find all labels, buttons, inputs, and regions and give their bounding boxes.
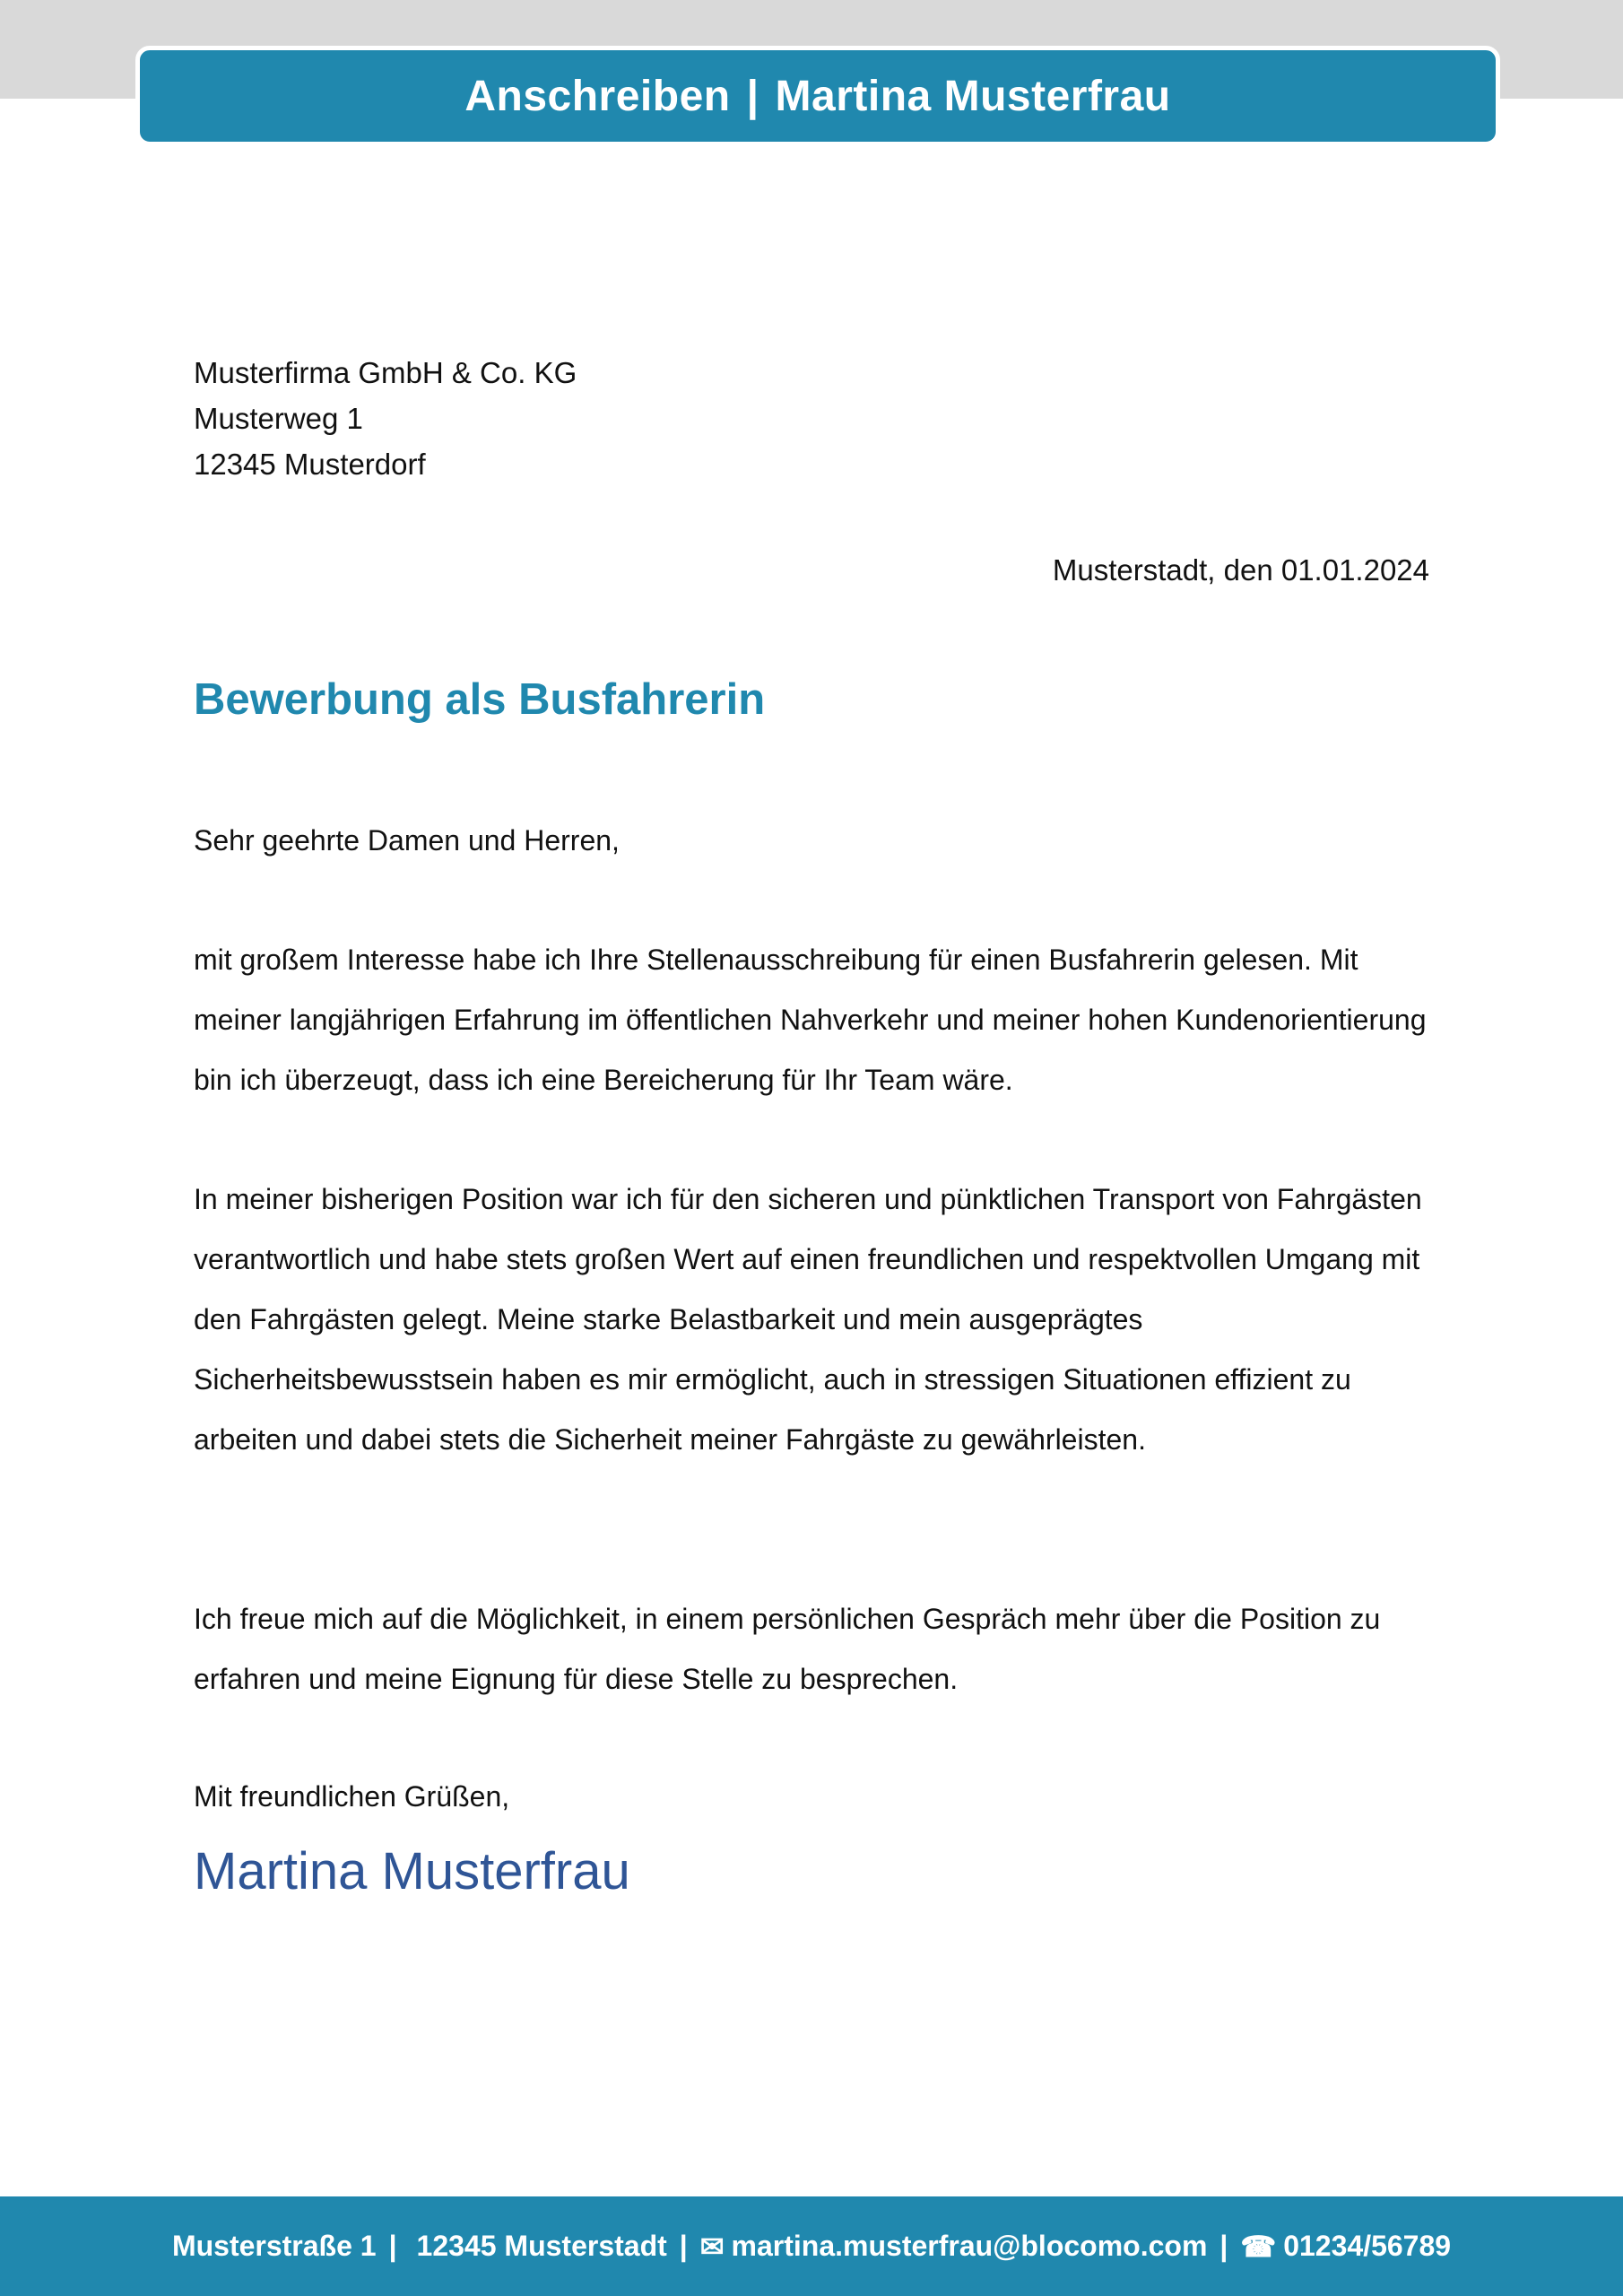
body-paragraph-2: In meiner bisherigen Position war ich für den sicheren und pünktlichen Transport von Fahrgästen verantwortlich und habe stets großen Wert auf einen freundlichen und respektvollen Umgang mit den Fahrgästen gelegt. Meine starke Belastbarkeit und mein ausgeprägtes Sicherheitsbewusstsein haben es mir ermöglicht, auch in stressigen Situationen effizient zu arbeiten und dabei stets die Sicherheit meiner Fahrgäste zu gewährleisten. — [194, 1183, 1422, 1456]
footer-phone: 01234/56789 — [1283, 2230, 1452, 2262]
date-line: Musterstadt, den 01.01.2024 — [1052, 553, 1429, 587]
recipient-city: 12345 Musterdorf — [194, 448, 426, 481]
footer-email[interactable]: martina.musterfrau@blocomo.com — [731, 2230, 1208, 2262]
recipient-company: Musterfirma GmbH & Co. KG — [194, 356, 577, 389]
footer-separator: | — [388, 2230, 397, 2262]
recipient-address — [194, 350, 577, 487]
header-bar — [135, 46, 1500, 146]
header-title: Anschreiben — [464, 72, 731, 120]
footer-bar — [0, 2196, 1623, 2296]
header-name: Martina Musterfrau — [775, 72, 1171, 120]
phone-icon: ☎ — [1240, 2230, 1277, 2263]
subject-line: Bewerbung als Busfahrerin — [194, 675, 766, 724]
signature: Martina Musterfrau — [194, 1842, 630, 1900]
recipient-street: Musterweg 1 — [194, 402, 363, 435]
footer-separator: | — [679, 2230, 688, 2262]
footer-separator: | — [1219, 2230, 1228, 2262]
closing: Mit freundlichen Grüßen, — [194, 1780, 510, 1813]
header-separator: | — [746, 72, 759, 120]
body-paragraph-1: mit großem Interesse habe ich Ihre Stellenausschreibung für einen Busfahrerin gelesen. Mit meiner langjährigen Erfahrung im öffentlichen Nahverkehr und meiner hohen Kundenorientierung bin ich überzeugt, dass ich eine Bereicherung für Ihr Team wäre. — [194, 944, 1427, 1096]
footer-city: 12345 Musterstadt — [416, 2230, 667, 2262]
body-paragraph-3: Ich freue mich auf die Möglichkeit, in einem persönlichen Gespräch mehr über die Position zu erfahren und meine Eignung für diese Stelle zu besprechen. — [194, 1603, 1381, 1695]
greeting: Sehr geehrte Damen und Herren, — [194, 824, 620, 857]
footer-street: Musterstraße 1 — [171, 2230, 377, 2262]
email-icon: ✉ — [699, 2230, 725, 2263]
